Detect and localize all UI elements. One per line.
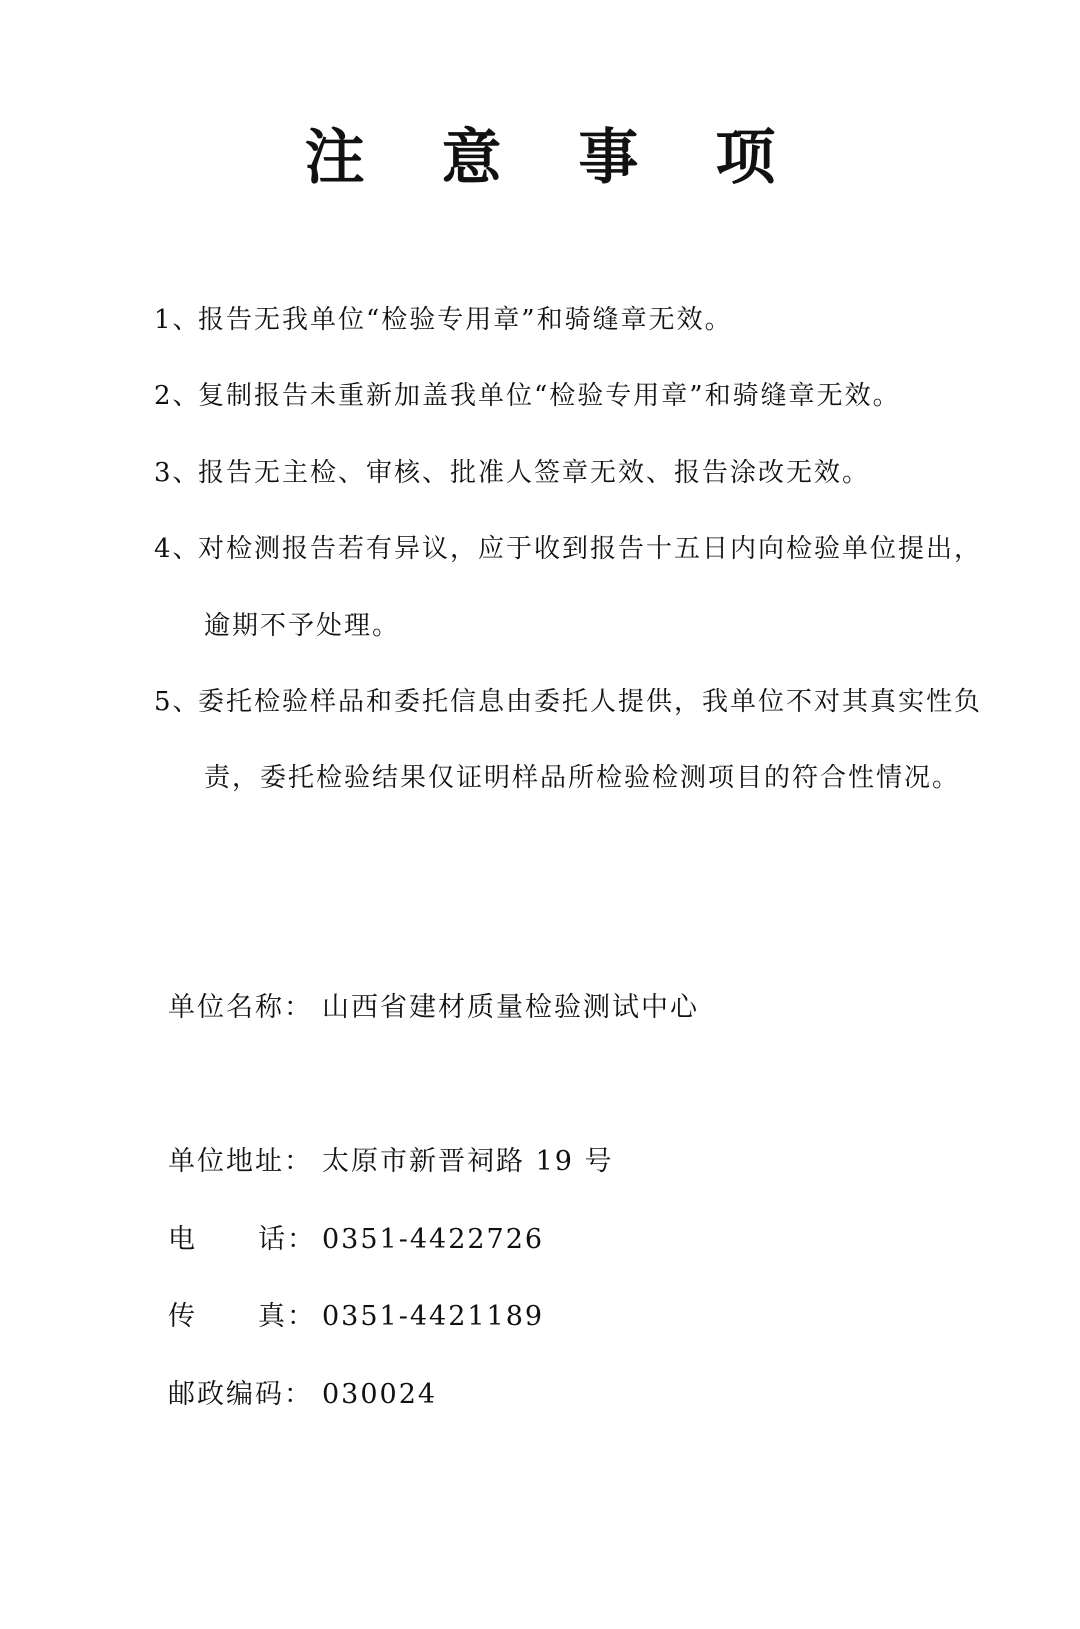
fax-label-first: 传 (168, 1301, 197, 1332)
notice-text: 对检测报告若有异议，应于收到报告十五日内向检验单位提出， (198, 534, 983, 564)
phone-value: 0351-4422726 (322, 1224, 545, 1255)
unit-address-value: 太原市新晋祠路 19 号 (322, 1146, 614, 1177)
unit-name-label: 单位名称： (168, 992, 313, 1023)
unit-name-value: 山西省建材质量检验测试中心 (322, 992, 699, 1023)
notice-text: 复制报告未重新加盖我单位“检验专用章”和骑缝章无效。 (198, 381, 901, 411)
notice-number: 3、 (154, 458, 201, 488)
fax-value: 0351-4421189 (322, 1301, 545, 1332)
notice-text: 报告无主检、审核、批准人签章无效、报告涂改无效。 (198, 458, 871, 488)
fax-label-second: 真： (258, 1301, 316, 1332)
notice-number: 4、 (154, 534, 201, 564)
notice-number: 5、 (154, 687, 201, 717)
phone-label-second: 话： (258, 1224, 316, 1255)
unit-address-label: 单位地址： (168, 1146, 313, 1177)
notice-text: 报告无我单位“检验专用章”和骑缝章无效。 (198, 305, 733, 335)
notice-number: 2、 (154, 381, 201, 411)
notice-text: 委托检验样品和委托信息由委托人提供，我单位不对其真实性负 (198, 687, 983, 717)
notice-text-continuation: 责，委托检验结果仅证明样品所检验检测项目的符合性情况。 (204, 763, 961, 793)
phone-label-first: 电 (168, 1224, 197, 1255)
postcode-label: 邮政编码： (168, 1379, 313, 1410)
page-title: 注 意 事 项 (304, 123, 804, 193)
notice-number: 1、 (154, 305, 201, 335)
postcode-value: 030024 (322, 1379, 438, 1410)
notice-text-continuation: 逾期不予处理。 (204, 611, 401, 641)
